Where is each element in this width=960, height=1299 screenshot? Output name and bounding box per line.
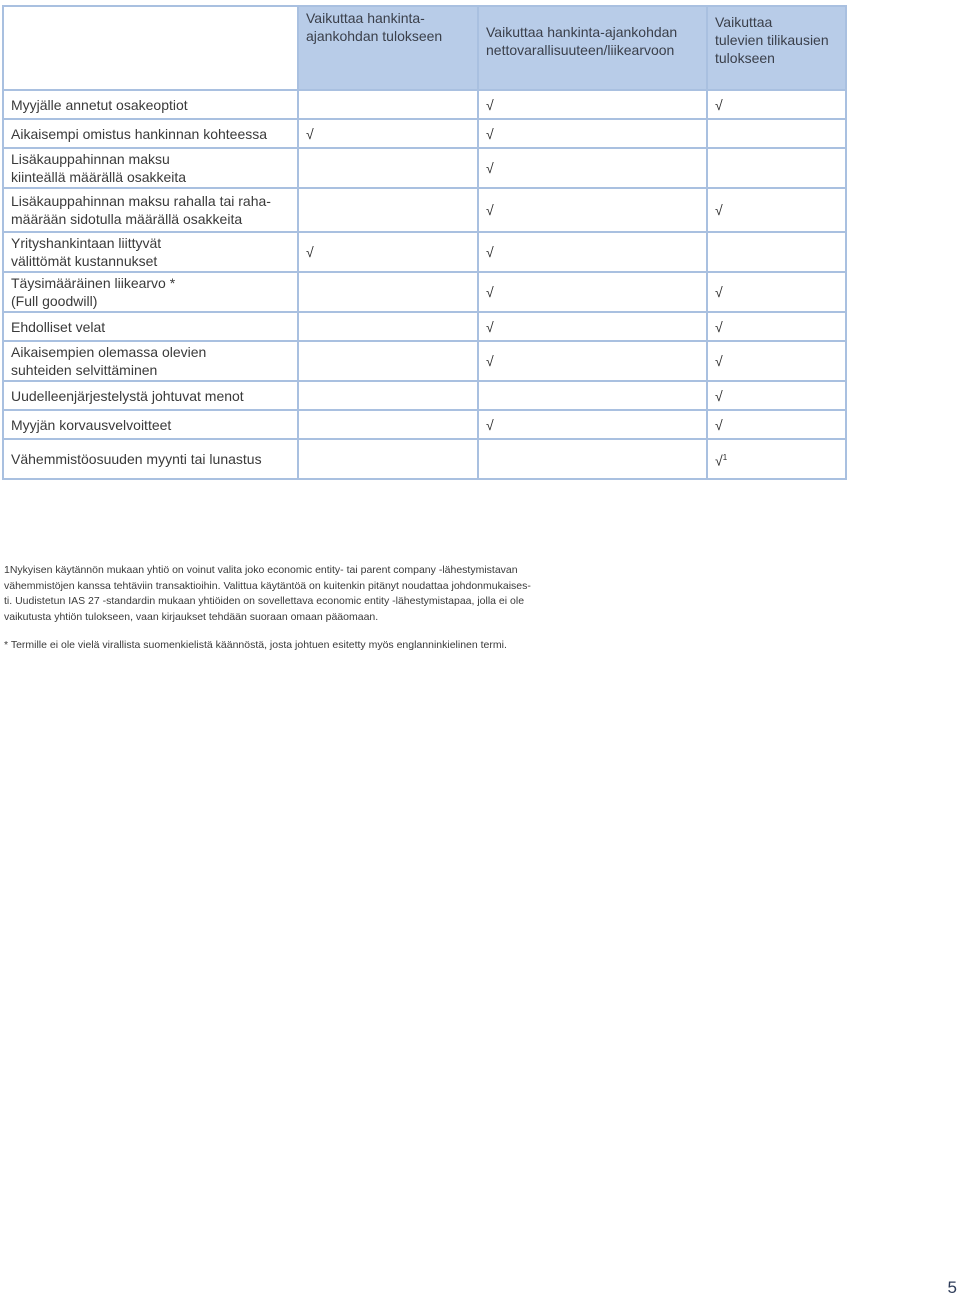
check-cell: √: [707, 341, 846, 381]
footnote-line: vähemmistöjen kanssa tehtäviin transaktioihin. Valittua käytäntöä on kuitenkin pitänyt noudattaa johdonmukaises-: [4, 579, 531, 592]
page-number: 5: [947, 1278, 957, 1297]
check-cell: √: [478, 90, 707, 119]
check-cell: [298, 148, 478, 188]
table-row: [3, 272, 846, 312]
row-label-line: kiinteällä määrällä osakkeita: [11, 169, 187, 185]
table-row: [3, 410, 846, 439]
row-label-line: Lisäkauppahinnan maksu: [11, 151, 170, 167]
check-cell: [707, 119, 846, 148]
row-label: [3, 188, 298, 232]
check-cell: [298, 188, 478, 232]
row-label-line: suhteiden selvittäminen: [11, 362, 158, 378]
check-cell: [298, 312, 478, 341]
check-cell: [298, 439, 478, 479]
footnote-marker: 1: [722, 452, 728, 462]
header-col-nettovarallisuus: [478, 6, 707, 90]
check-mark: √: [715, 452, 723, 469]
table-row: [3, 312, 846, 341]
row-label: [3, 232, 298, 272]
check-cell: √: [478, 410, 707, 439]
footnote-line: vaikutusta yhtiön tulokseen, vaan kirjaukset tehdään suoraan omaan pääomaan.: [4, 610, 379, 623]
check-cell: [298, 341, 478, 381]
row-label: Aikaisempi omistus hankinnan kohteessa: [3, 119, 298, 148]
table-row: [3, 90, 846, 119]
row-label: [3, 272, 298, 312]
row-label: Vähemmistöosuuden myynti tai lunastus: [3, 439, 298, 479]
check-cell: [298, 410, 478, 439]
table-row: [3, 232, 846, 272]
header-line: Vaikuttaa hankinta-ajankohdan: [486, 24, 678, 40]
check-cell: √: [707, 312, 846, 341]
row-label-line: Täysimääräinen liikearvo *: [11, 275, 176, 291]
table-row: [3, 381, 846, 410]
check-cell: √: [707, 272, 846, 312]
row-label-line: Aikaisempien olemassa olevien: [11, 344, 207, 360]
row-label: Myyjän korvausvelvoitteet: [3, 410, 298, 439]
row-label: [3, 341, 298, 381]
check-cell: √: [707, 90, 846, 119]
check-cell: √: [478, 272, 707, 312]
check-cell: √: [478, 119, 707, 148]
header-blank-cell: [3, 6, 298, 90]
check-cell: [298, 381, 478, 410]
check-cell: [298, 272, 478, 312]
row-label-line: Yrityshankintaan liittyvät: [11, 235, 162, 251]
comparison-table: [2, 5, 847, 480]
footnote-line: 1Nykyisen käytännön mukaan yhtiö on voinut valita joko economic entity- tai parent company -lähestymistavan: [4, 564, 518, 576]
header-line: tulevien tilikausien: [715, 32, 829, 48]
check-cell: √: [478, 312, 707, 341]
row-label: Uudelleenjärjestelystä johtuvat menot: [3, 381, 298, 410]
check-cell: [707, 232, 846, 272]
row-label-line: määrään sidotulla määrällä osakkeita: [11, 211, 243, 227]
header-line: ajankohdan tulokseen: [306, 28, 443, 44]
row-label-line: välittömät kustannukset: [11, 253, 158, 269]
footnotes: [4, 563, 564, 654]
header-col-tulevat-tilikaudet: [707, 6, 846, 90]
check-cell: √: [478, 232, 707, 272]
check-cell: √: [707, 188, 846, 232]
check-cell: √: [298, 232, 478, 272]
header-line: Vaikuttaa hankinta-: [306, 10, 425, 26]
check-cell: √: [478, 188, 707, 232]
check-cell: [478, 439, 707, 479]
check-cell: √: [478, 341, 707, 381]
row-label: [3, 148, 298, 188]
footnote-asterisk: * Termille ei ole vielä virallista suomenkielistä käännöstä, josta johtuen esitetty myös englanninkielinen termi.: [4, 639, 507, 652]
check-cell: √: [478, 148, 707, 188]
row-label-line: (Full goodwill): [11, 293, 98, 309]
check-cell: √: [707, 381, 846, 410]
check-cell-footnoted: [707, 439, 846, 479]
check-cell: [298, 90, 478, 119]
header-line: tulokseen: [715, 50, 775, 66]
check-cell: [478, 381, 707, 410]
row-label-line: Lisäkauppahinnan maksu rahalla tai raha-: [11, 193, 271, 209]
header-line: Vaikuttaa: [715, 14, 773, 30]
header-line: nettovarallisuuteen/liikearvoon: [486, 42, 675, 58]
row-label: Myyjälle annetut osakeoptiot: [3, 90, 298, 119]
table-header-row: [3, 6, 846, 90]
table-row: [3, 148, 846, 188]
check-cell: √: [707, 410, 846, 439]
table-row: [3, 341, 846, 381]
check-cell: [707, 148, 846, 188]
footnote-1: [4, 563, 564, 625]
footnote-line: ti. Uudistetun IAS 27 -standardin mukaan yhtiöiden on sovellettava economic entity -lähestymistapaa, jolla ei ole: [4, 595, 525, 608]
row-label: Ehdolliset velat: [3, 312, 298, 341]
table-row: [3, 188, 846, 232]
table-row: [3, 119, 846, 148]
table-row: [3, 439, 846, 479]
check-cell: √: [298, 119, 478, 148]
header-col-hankinta-tulos: [298, 6, 478, 90]
